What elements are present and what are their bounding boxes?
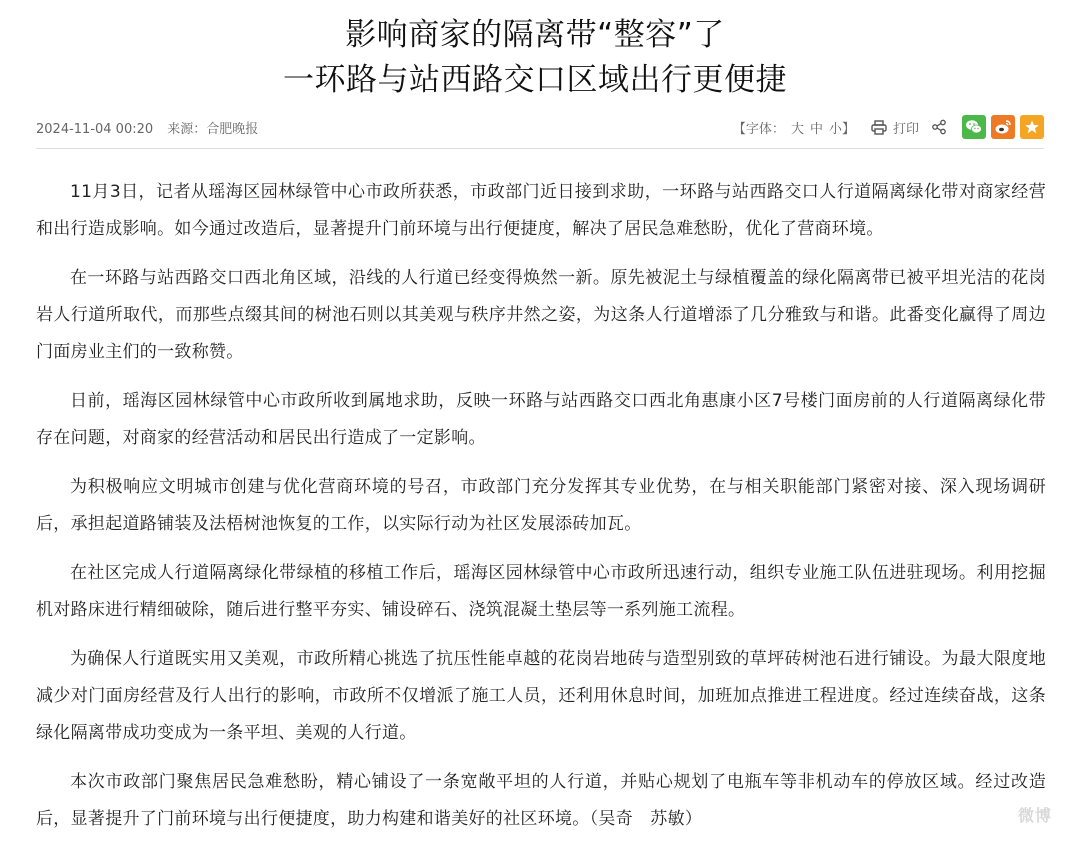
article-paragraph: 11月3日，记者从瑶海区园林绿管中心市政所获悉，市政部门近日接到求助，一环路与站西路交口人行道隔离绿化带对商家经营和出行造成影响。如今通过改造后，显著提升门前环境与出行便捷度，解决了居民急难愁盼，优化了营商环境。 bbox=[36, 182, 1046, 239]
font-size-label: 【字体： bbox=[732, 121, 785, 137]
weibo-icon bbox=[994, 119, 1012, 135]
font-size-selector bbox=[733, 118, 855, 137]
article-paragraph: 本次市政部门聚焦居民急难愁盼，精心铺设了一条宽敞平坦的人行道，并贴心规划了电瓶车等非机动车的停放区域。经过改造后，显著提升了门前环境与出行便捷度，助力构建和谐美好的社区环境。（吴奇 苏敏） bbox=[36, 772, 1046, 829]
favorite-button[interactable] bbox=[1020, 115, 1044, 139]
print-label: 打印 bbox=[892, 121, 919, 137]
star-icon bbox=[1024, 119, 1040, 135]
article-body bbox=[36, 174, 1046, 850]
font-size-medium-button[interactable]: 中 bbox=[809, 121, 823, 137]
headline-line-2: 一环路与站西路交口区域出行更便捷 bbox=[283, 62, 787, 98]
article-paragraph: 为积极响应文明城市创建与优化营商环境的号召，市政部门充分发挥其专业优势，在与相关职能部门紧密对接、深入现场调研后，承担起道路铺装及法梧树池恢复的工作，以实际行动为社区发展添砖加瓦。 bbox=[36, 477, 1046, 534]
font-size-large-button[interactable]: 大 bbox=[790, 121, 804, 137]
article-paragraph: 为确保人行道既实用又美观，市政所精心挑选了抗压性能卓越的花岗岩地砖与造型别致的草坪砖树池石进行铺设。为最大限度地减少对门面房经营及行人出行的影响，市政所不仅增派了施工人员，还利用休息时间，加班加点推进工程进度。经过连续奋战，这条绿化隔离带成功变成为一条平坦、美观的人行道。 bbox=[36, 649, 1046, 743]
headline-line-1: 影响商家的隔离带“整容”了 bbox=[345, 17, 725, 53]
meta-tools bbox=[733, 115, 1044, 139]
article-source: 来源：合肥晚报 bbox=[167, 122, 259, 137]
wechat-share-button[interactable] bbox=[962, 115, 986, 139]
share-icon[interactable] bbox=[931, 119, 947, 135]
article-paragraph: 在一环路与站西路交口西北角区域，沿线的人行道已经变得焕然一新。原先被泥土与绿植覆盖的绿化隔离带已被平坦光洁的花岗岩人行道所取代，而那些点缀其间的树池石则以其美观与秩序井然之姿，为这条人行道增添了几分雅致与和谐。此番变化赢得了周边门面房业主们的一致称赞。 bbox=[36, 268, 1046, 362]
wechat-icon bbox=[965, 119, 983, 135]
article-paragraph: 在社区完成人行道隔离绿化带绿植的移植工作后，瑶海区园林绿管中心市政所迅速行动，组织专业施工队伍进驻现场。利用挖掘机对路床进行精细破除，随后进行整平夯实、铺设碎石、浇筑混凝土垫层等一系列施工流程。 bbox=[36, 563, 1046, 620]
article-paragraph: 日前，瑶海区园林绿管中心市政所收到属地求助，反映一环路与站西路交口西北角惠康小区7号楼门面房前的人行道隔离绿化带存在问题，对商家的经营活动和居民出行造成了一定影响。 bbox=[36, 391, 1046, 448]
weibo-share-button[interactable] bbox=[991, 115, 1015, 139]
printer-icon bbox=[871, 120, 887, 135]
watermark: 微博 bbox=[1017, 806, 1052, 825]
publish-datetime: 2024-11-04 00:20 bbox=[36, 122, 154, 137]
print-button[interactable] bbox=[871, 118, 919, 137]
meta-divider bbox=[36, 148, 1044, 149]
article-meta-bar bbox=[36, 118, 1044, 138]
font-size-small-button[interactable]: 小】 bbox=[828, 121, 855, 137]
